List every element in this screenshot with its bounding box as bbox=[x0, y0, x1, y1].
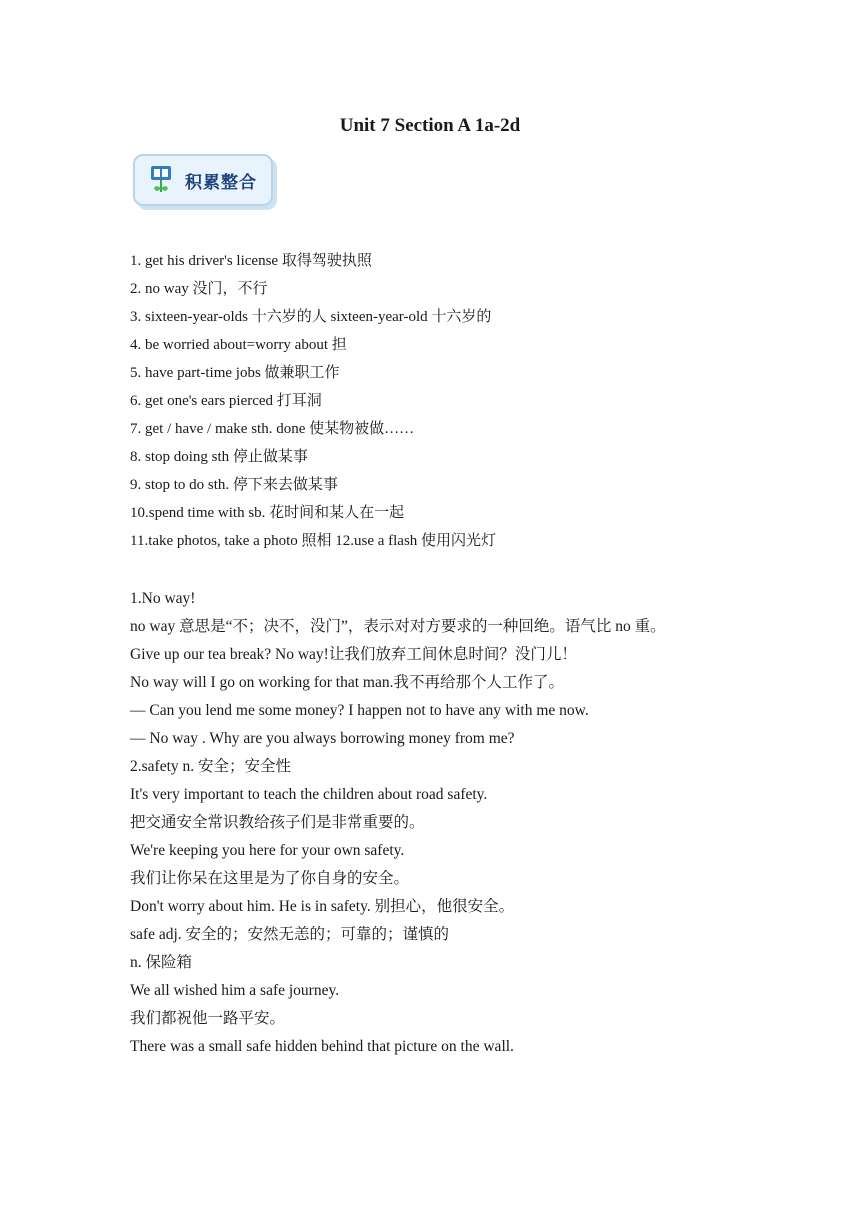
vocab-item: 9. stop to do sth. 停下来去做某事 bbox=[130, 477, 338, 493]
vocab-item: 6. get one's ears pierced 打耳洞 bbox=[130, 393, 322, 409]
note-dialogue: — No way . Why are you always borrowing money from me? bbox=[130, 730, 515, 747]
vocab-item: 2. no way 没门，不行 bbox=[130, 281, 268, 297]
note-heading: 1.No way! bbox=[130, 590, 196, 607]
vocab-item: 7. get / have / make sth. done 使某物被做…… bbox=[130, 421, 415, 437]
vocab-item: 11.take photos, take a photo 照相 12.use a flash 使用闪光灯 bbox=[130, 533, 497, 549]
note-example: It's very important to teach the children about road safety. bbox=[130, 786, 488, 803]
badge-label: 积累整合 bbox=[185, 173, 257, 193]
note-definition: n. 保险箱 bbox=[130, 954, 193, 971]
note-heading: safe adj. 安全的；安然无恙的；可靠的；谨慎的 bbox=[130, 926, 450, 943]
vocab-item: 4. be worried about=worry about 担 bbox=[130, 337, 347, 353]
note-translation: 我们都祝他一路平安。 bbox=[130, 1010, 286, 1027]
note-paragraph: no way 意思是“不；决不，没门”，表示对对方要求的一种回绝。语气比 no 重。 bbox=[130, 618, 666, 635]
vocab-item: 5. have part-time jobs 做兼职工作 bbox=[130, 365, 340, 381]
note-example: Don't worry about him. He is in safety. 别担心，他很安全。 bbox=[130, 898, 515, 915]
note-example: No way will I go on working for that man.我不再给那个人工作了。 bbox=[130, 674, 564, 691]
note-example: Give up our tea break? No way!让我们放弃工间休息时间？没门儿！ bbox=[130, 646, 577, 663]
note-example: We're keeping you here for your own safety. bbox=[130, 842, 405, 859]
vocabulary-list bbox=[130, 247, 750, 555]
vocab-item: 1. get his driver's license 取得驾驶执照 bbox=[130, 253, 372, 269]
book-plant-icon bbox=[149, 164, 173, 196]
note-dialogue: — Can you lend me some money? I happen not to have any with me now. bbox=[130, 702, 589, 719]
note-translation: 我们让你呆在这里是为了你自身的安全。 bbox=[130, 870, 410, 887]
explanation-notes bbox=[130, 585, 740, 1061]
note-example: There was a small safe hidden behind that picture on the wall. bbox=[130, 1038, 514, 1055]
note-translation: 把交通安全常识教给孩子们是非常重要的。 bbox=[130, 814, 425, 831]
note-heading: 2.safety n. 安全；安全性 bbox=[130, 758, 292, 775]
vocab-item: 3. sixteen-year-olds 十六岁的人 sixteen-year-old 十六岁的 bbox=[130, 309, 492, 325]
vocab-item: 10.spend time with sb. 花时间和某人在一起 bbox=[130, 505, 405, 521]
section-badge bbox=[133, 154, 273, 206]
vocab-item: 8. stop doing sth 停止做某事 bbox=[130, 449, 308, 465]
page-title: Unit 7 Section A 1a-2d bbox=[339, 115, 521, 136]
note-example: We all wished him a safe journey. bbox=[130, 982, 340, 999]
